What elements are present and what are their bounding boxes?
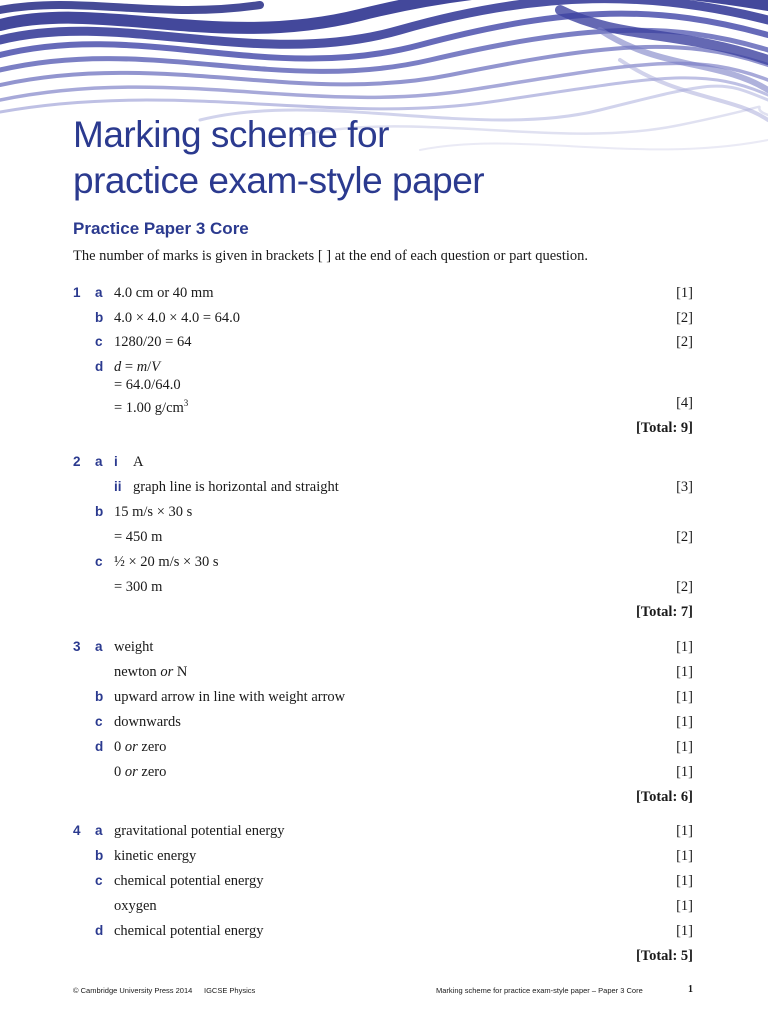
part-letter: d xyxy=(95,739,104,754)
q2b-row xyxy=(0,501,768,523)
q2-total-row xyxy=(0,601,768,623)
q3d-row xyxy=(0,736,768,758)
mark: [1] xyxy=(676,739,693,755)
or-italic: or xyxy=(160,664,174,680)
part-letter: b xyxy=(95,504,104,519)
answer-text: = 450 m xyxy=(114,529,163,545)
mark: [1] xyxy=(676,664,693,680)
q2aii-row xyxy=(0,476,768,498)
q1a-row xyxy=(0,282,768,304)
title-line-2: practice exam-style paper xyxy=(73,160,485,201)
part-letter: d xyxy=(95,923,104,938)
answer-text: = 300 m xyxy=(114,579,163,595)
page-number: 1 xyxy=(688,984,693,995)
answer-post: zero xyxy=(137,739,167,755)
answer-text: downwards xyxy=(114,714,181,730)
part-letter: c xyxy=(95,334,103,349)
q1d-line3 xyxy=(0,392,768,414)
mark: [1] xyxy=(676,923,693,939)
part-letter: c xyxy=(95,554,103,569)
q4-total-row xyxy=(0,945,768,967)
question-number: 3 xyxy=(73,639,81,654)
mark: [4] xyxy=(676,395,693,411)
total: [Total: 5] xyxy=(635,948,693,964)
answer-text: chemical potential energy xyxy=(114,923,264,939)
q1b-row xyxy=(0,307,768,329)
answer-text: weight xyxy=(114,639,154,655)
subpart-label: ii xyxy=(114,479,122,494)
mark: [1] xyxy=(676,848,693,864)
answer-post: N xyxy=(173,664,188,680)
title-line-1: Marking scheme for xyxy=(73,114,389,155)
answer-text xyxy=(114,736,166,758)
q4d-row xyxy=(0,920,768,942)
paper-subtitle: Practice Paper 3 Core xyxy=(73,219,249,238)
part-letter: c xyxy=(95,873,103,888)
part-letter: c xyxy=(95,714,103,729)
var-m: m xyxy=(136,359,148,375)
answer-text: = 64.0/64.0 xyxy=(114,377,181,393)
total: [Total: 6] xyxy=(635,789,693,805)
answer-text: chemical potential energy xyxy=(114,873,264,889)
q1c-row xyxy=(0,331,768,353)
or-italic: or xyxy=(124,764,138,780)
q3d-line2 xyxy=(0,761,768,783)
mark: [1] xyxy=(676,689,693,705)
q4b-row xyxy=(0,845,768,867)
mark: [2] xyxy=(676,310,693,326)
answer-text: ½ × 20 m/s × 30 s xyxy=(114,554,219,570)
q3c-row xyxy=(0,711,768,733)
total: [Total: 9] xyxy=(635,420,693,436)
part-letter: a xyxy=(95,823,103,838)
q2ai-row xyxy=(0,451,768,473)
q4c-line2 xyxy=(0,895,768,917)
mark: [2] xyxy=(676,579,693,595)
total: [Total: 7] xyxy=(635,604,693,620)
footer-copyright: © Cambridge University Press 2014 xyxy=(73,986,193,995)
answer-pre: 0 xyxy=(114,739,125,755)
equals: = xyxy=(121,359,137,375)
page-title xyxy=(73,112,484,204)
footer-course: IGCSE Physics xyxy=(204,986,256,995)
mark: [3] xyxy=(676,479,693,495)
mark: [1] xyxy=(676,285,693,301)
answer-text: gravitational potential energy xyxy=(114,823,285,839)
mark: [1] xyxy=(676,898,693,914)
var-v: V xyxy=(151,359,161,375)
question-number: 1 xyxy=(73,285,81,300)
mark: [1] xyxy=(676,639,693,655)
answer-text: 1280/20 = 64 xyxy=(114,334,192,350)
page-footer xyxy=(0,986,768,1002)
answer-text: oxygen xyxy=(114,898,157,914)
answer-pre: 0 xyxy=(114,764,125,780)
question-number: 4 xyxy=(73,823,81,838)
answer-text: 4.0 cm or 40 mm xyxy=(114,285,214,301)
part-letter: a xyxy=(95,454,103,469)
mark: [2] xyxy=(676,529,693,545)
intro-text: The number of marks is given in brackets [ ] at the end of each question or part question. xyxy=(73,248,588,264)
q3a-line2 xyxy=(0,661,768,683)
part-letter: d xyxy=(95,359,104,374)
q3-total-row xyxy=(0,786,768,808)
answer-text xyxy=(114,761,166,783)
answer-text: kinetic energy xyxy=(114,848,197,864)
q4a-row xyxy=(0,820,768,842)
answer-post: zero xyxy=(137,764,167,780)
answer-text: upward arrow in line with weight arrow xyxy=(114,689,346,705)
mark: [1] xyxy=(676,873,693,889)
q3b-row xyxy=(0,686,768,708)
part-letter: a xyxy=(95,285,103,300)
part-letter: a xyxy=(95,639,103,654)
answer-text xyxy=(114,661,187,683)
var-d: d xyxy=(114,359,122,375)
answer-text: graph line is horizontal and straight xyxy=(133,479,339,495)
answer-text xyxy=(114,392,188,419)
part-letter: b xyxy=(95,848,104,863)
q2b-line2 xyxy=(0,526,768,548)
slash: / xyxy=(147,359,152,375)
mark: [1] xyxy=(676,764,693,780)
q2c-row xyxy=(0,551,768,573)
q3a-row xyxy=(0,636,768,658)
answer-pre: newton xyxy=(114,664,161,680)
q2c-line2 xyxy=(0,576,768,598)
superscript: 3 xyxy=(183,398,189,408)
part-letter: b xyxy=(95,689,104,704)
footer-running-title: Marking scheme for practice exam-style paper – Paper 3 Core xyxy=(436,986,643,995)
or-italic: or xyxy=(124,739,138,755)
question-number: 2 xyxy=(73,454,81,469)
part-letter: b xyxy=(95,310,104,325)
answer-text: 15 m/s × 30 s xyxy=(114,504,193,520)
q1-total-row xyxy=(0,417,768,439)
q4c-row xyxy=(0,870,768,892)
subpart-label: i xyxy=(114,454,118,469)
answer-text: A xyxy=(133,454,144,470)
mark: [1] xyxy=(676,714,693,730)
answer-text: 4.0 × 4.0 × 4.0 = 64.0 xyxy=(114,310,241,326)
mark: [2] xyxy=(676,334,693,350)
density-value: = 1.00 g/cm xyxy=(114,399,184,416)
mark: [1] xyxy=(676,823,693,839)
